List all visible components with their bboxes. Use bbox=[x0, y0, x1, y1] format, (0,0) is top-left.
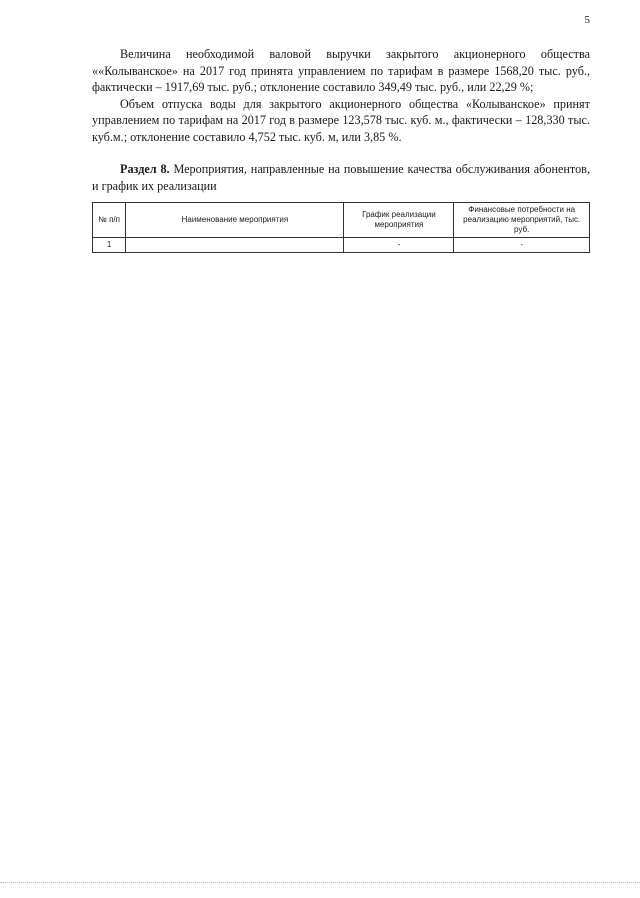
measures-table bbox=[92, 202, 590, 253]
cell-schedule: - bbox=[344, 238, 454, 253]
table-row bbox=[93, 238, 590, 253]
header-num: № п/п bbox=[93, 203, 126, 238]
scan-edge-line bbox=[0, 882, 640, 883]
page-number: 5 bbox=[584, 14, 590, 26]
cell-finance: - bbox=[454, 238, 590, 253]
revenue-paragraph: Величина необходимой валовой выручки закрытого акционерного общества ««Колыванское» на 2017 год принята управлением по тарифам в размере 1568,20 тыс. руб., фактически – 1917,69 тыс. руб.; отклонение составило 349,49 тыс. руб., или 22,29 %; bbox=[92, 47, 590, 94]
section-title: Мероприятия, направленные на повышение качества обслуживания абонентов, и график их реализации bbox=[92, 162, 590, 193]
cell-name bbox=[126, 238, 344, 253]
header-schedule: График реализации мероприятия bbox=[344, 203, 454, 238]
header-finance: Финансовые потребности на реализацию мероприятий, тыс. руб. bbox=[454, 203, 590, 238]
header-name: Наименование мероприятия bbox=[126, 203, 344, 238]
document-body bbox=[92, 46, 590, 194]
cell-num: 1 bbox=[93, 238, 126, 253]
section-heading bbox=[92, 161, 590, 194]
section-label: Раздел 8. bbox=[120, 162, 170, 176]
water-volume-paragraph: Объем отпуска воды для закрытого акционерного общества «Колыванское» принят управлением по тарифам на 2017 год в размере 123,578 тыс. куб. м., фактически – 128,330 тыс. куб.м.; отклонение составило 4,752 тыс. куб. м, или 3,85 %. bbox=[92, 96, 590, 144]
table-header-row bbox=[93, 203, 590, 238]
